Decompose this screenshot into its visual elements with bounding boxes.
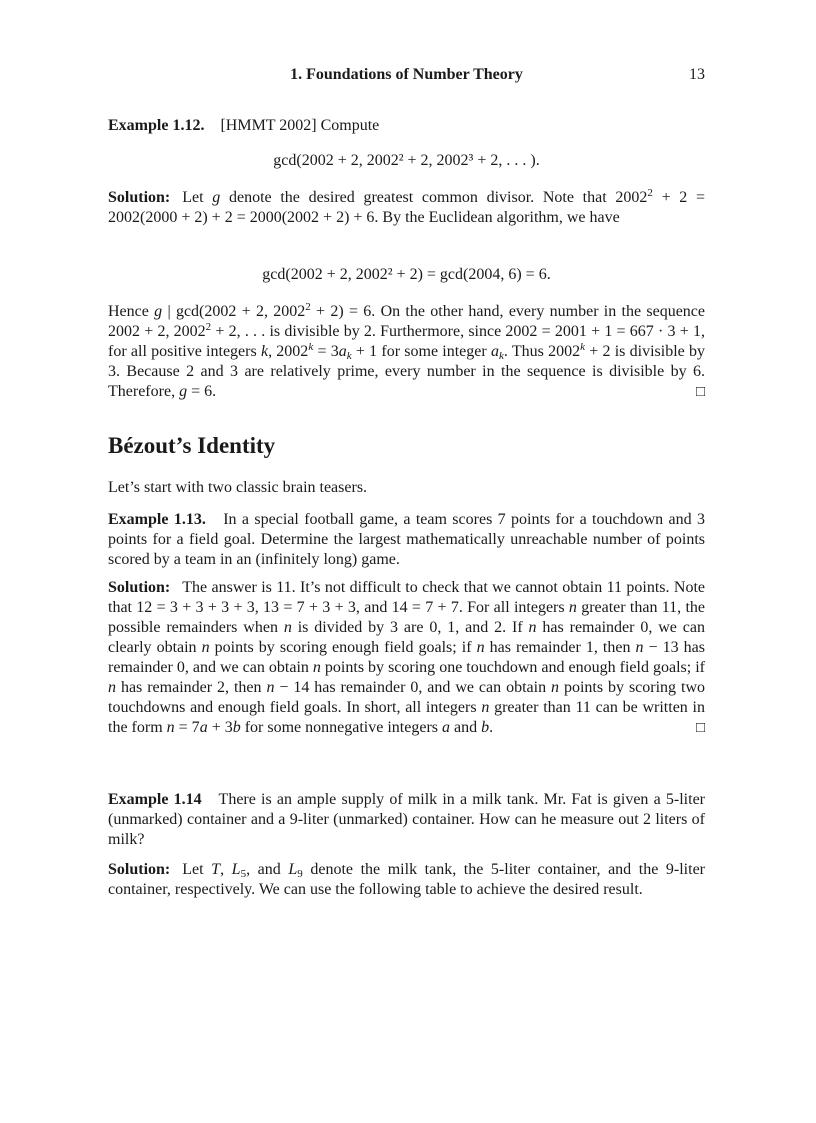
solution-1-14: Solution: Let T, $L_5$, and $L_9$ denote the milk tank, the 5-liter container, and the 9-liter container, respectively. We can use the following table to achieve the desired result.	[108, 861, 706, 898]
example-label: Example 1.14	[108, 791, 202, 808]
running-head	[108, 66, 705, 88]
solution-1-12: Solution: Let g denote the desired greatest common divisor. Note that $2002^2 + 2 = 2002(2000 + 2) + 2 = 2000(2002 + 2) + 6$. By the Euclidean algorithm, we have	[108, 187, 706, 226]
solution-label: Solution:	[108, 861, 171, 878]
page-number: 13	[689, 66, 705, 83]
display-equation: gcd(2002 + 2, 2002² + 2) = gcd(2004, 6) = 6.	[262, 266, 551, 283]
example-text: There is an ample supply of milk in a milk tank. Mr. Fat is given a 5-liter (unmarked) container and a 9-liter (unmarked) container. How can he measure out 2 liters of milk?	[108, 791, 706, 848]
qed-symbol: □	[695, 720, 705, 736]
solution-label: Solution:	[108, 579, 171, 596]
section-title: Bézout’s Identity	[108, 433, 276, 458]
example-label: Example 1.13.	[108, 511, 206, 528]
running-title: 1. Foundations of Number Theory	[290, 66, 523, 83]
example-1-12	[108, 116, 705, 136]
intro-paragraph: Let’s start with two classic brain teasers.	[108, 479, 368, 496]
display-equation: gcd(2002 + 2, 2002² + 2, 2002³ + 2, . . . ).	[273, 152, 540, 169]
example-1-13	[108, 510, 705, 570]
example-text: [HMMT 2002] Compute	[220, 117, 380, 134]
solution-label: Solution:	[108, 189, 171, 206]
solution-1-12-continued: Hence g | gcd(2002 + 2, $2002^2 + 2) = 6$. On the other hand, every number in the sequence 2002 + 2, $2002^2 + 2$, . . . is divisible by 2. Furthermore, since 2002 = 2001 + 1 = 667 · 3 + 1, for all positive integers k, $2002^k = 3a_k + 1$ for some integer $a_k$. Thus $2002^k + 2$ is divisible by 3. Because 2 and 3 are relatively prime, every number in the sequence is divisible by 6. Therefore, g = 6. □	[108, 301, 706, 400]
example-text: In a special football game, a team scores 7 points for a touchdown and 3 points for a field goal. Determine the largest mathematically unreachable number of points scored by a team in an (infinitely long) game.	[108, 511, 706, 568]
solution-1-13: Solution: The answer is 11. It’s not difficult to check that we cannot obtain 11 points. Note that 12 = 3 + 3 + 3 + 3, 13 = 7 + 3 + 3, and 14 = 7 + 7. For all integers n greater than 11, the possible remainders when n is divided by 3 are 0, 1, and 2. If n has remainder 0, we can clearly obtain n points by scoring enough field goals; if n has remainder 1, then n − 13 has remainder 0, and we can obtain n points by scoring one touchdown and enough field goals; if n has remainder 2, then n − 14 has remainder 0, and we can obtain n points by scoring two touchdowns and enough field goals. In short, all integers n greater than 11 can be written in the form n = 7a + 3b for some nonnegative integers a and b. □	[108, 579, 706, 736]
qed-symbol: □	[695, 384, 705, 400]
example-label: Example 1.12.	[108, 117, 205, 134]
example-1-14	[108, 790, 705, 850]
